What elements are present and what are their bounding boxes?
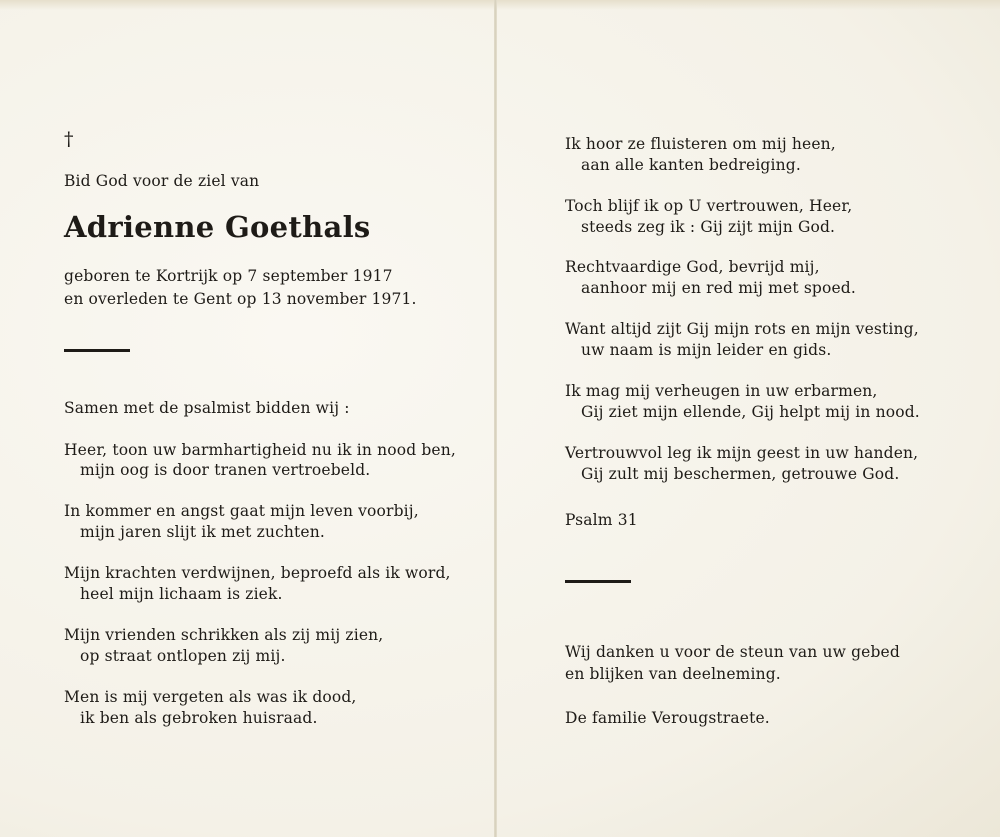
verse-line: Ik mag mij verheugen in uw erbarmen, [565, 382, 878, 400]
verse-line: Toch blijf ik op U vertrouwen, Heer, [565, 197, 853, 215]
verse-line: Mijn krachten verdwijnen, beproefd als ik word, [64, 564, 451, 582]
center-fold [494, 0, 497, 837]
psalm-reference: Psalm 31 [565, 511, 638, 529]
verse-line: Gij zult mij beschermen, getrouwe God. [581, 465, 900, 483]
verse-line: Men is mij vergeten als was ik dood, [64, 688, 357, 706]
divider-line [565, 580, 631, 583]
cross-icon: † [64, 128, 74, 150]
birth-text: geboren te Kortrijk op 7 september 1917 [64, 267, 393, 285]
verse-line: steeds zeg ik : Gij zijt mijn God. [581, 218, 836, 236]
verse-line: aan alle kanten bedreiging. [581, 156, 801, 174]
verse-line: Heer, toon uw barmhartigheid nu ik in nood ben, [64, 441, 456, 459]
intro-text: Bid God voor de ziel van [64, 172, 260, 190]
verse-line: Mijn vrienden schrikken als zij mij zien, [64, 626, 384, 644]
left-page [64, 0, 474, 837]
verse-line: mijn oog is door tranen vertroebeld. [80, 461, 371, 479]
verse-line: In kommer en angst gaat mijn leven voorbij, [64, 502, 419, 520]
verse-line: Want altijd zijt Gij mijn rots en mijn vesting, [565, 320, 919, 338]
right-page [565, 0, 985, 837]
verse-line: ik ben als gebroken huisraad. [80, 709, 318, 727]
verse-line: Gij ziet mijn ellende, Gij helpt mij in nood. [581, 403, 920, 421]
verse-line: aanhoor mij en red mij met spoed. [581, 279, 856, 297]
divider-line [64, 349, 130, 352]
verse-line: mijn jaren slijt ik met zuchten. [80, 523, 325, 541]
prayer-intro: Samen met de psalmist bidden wij : [64, 399, 350, 417]
verse-line: heel mijn lichaam is ziek. [80, 585, 283, 603]
verse-line: Vertrouwvol leg ik mijn geest in uw handen, [565, 444, 919, 462]
verse-line: uw naam is mijn leider en gids. [581, 341, 832, 359]
thanks-line: Wij danken u voor de steun van uw gebed [565, 643, 900, 661]
deceased-name: Adrienne Goethals [64, 210, 371, 244]
verse-line: Rechtvaardige God, bevrijd mij, [565, 258, 820, 276]
verse-line: Ik hoor ze fluisteren om mij heen, [565, 135, 836, 153]
thanks-line: en blijken van deelneming. [565, 665, 781, 683]
death-text: en overleden te Gent op 13 november 1971. [64, 290, 417, 308]
family-signature: De familie Verougstraete. [565, 709, 770, 727]
verse-line: op straat ontlopen zij mij. [80, 647, 286, 665]
